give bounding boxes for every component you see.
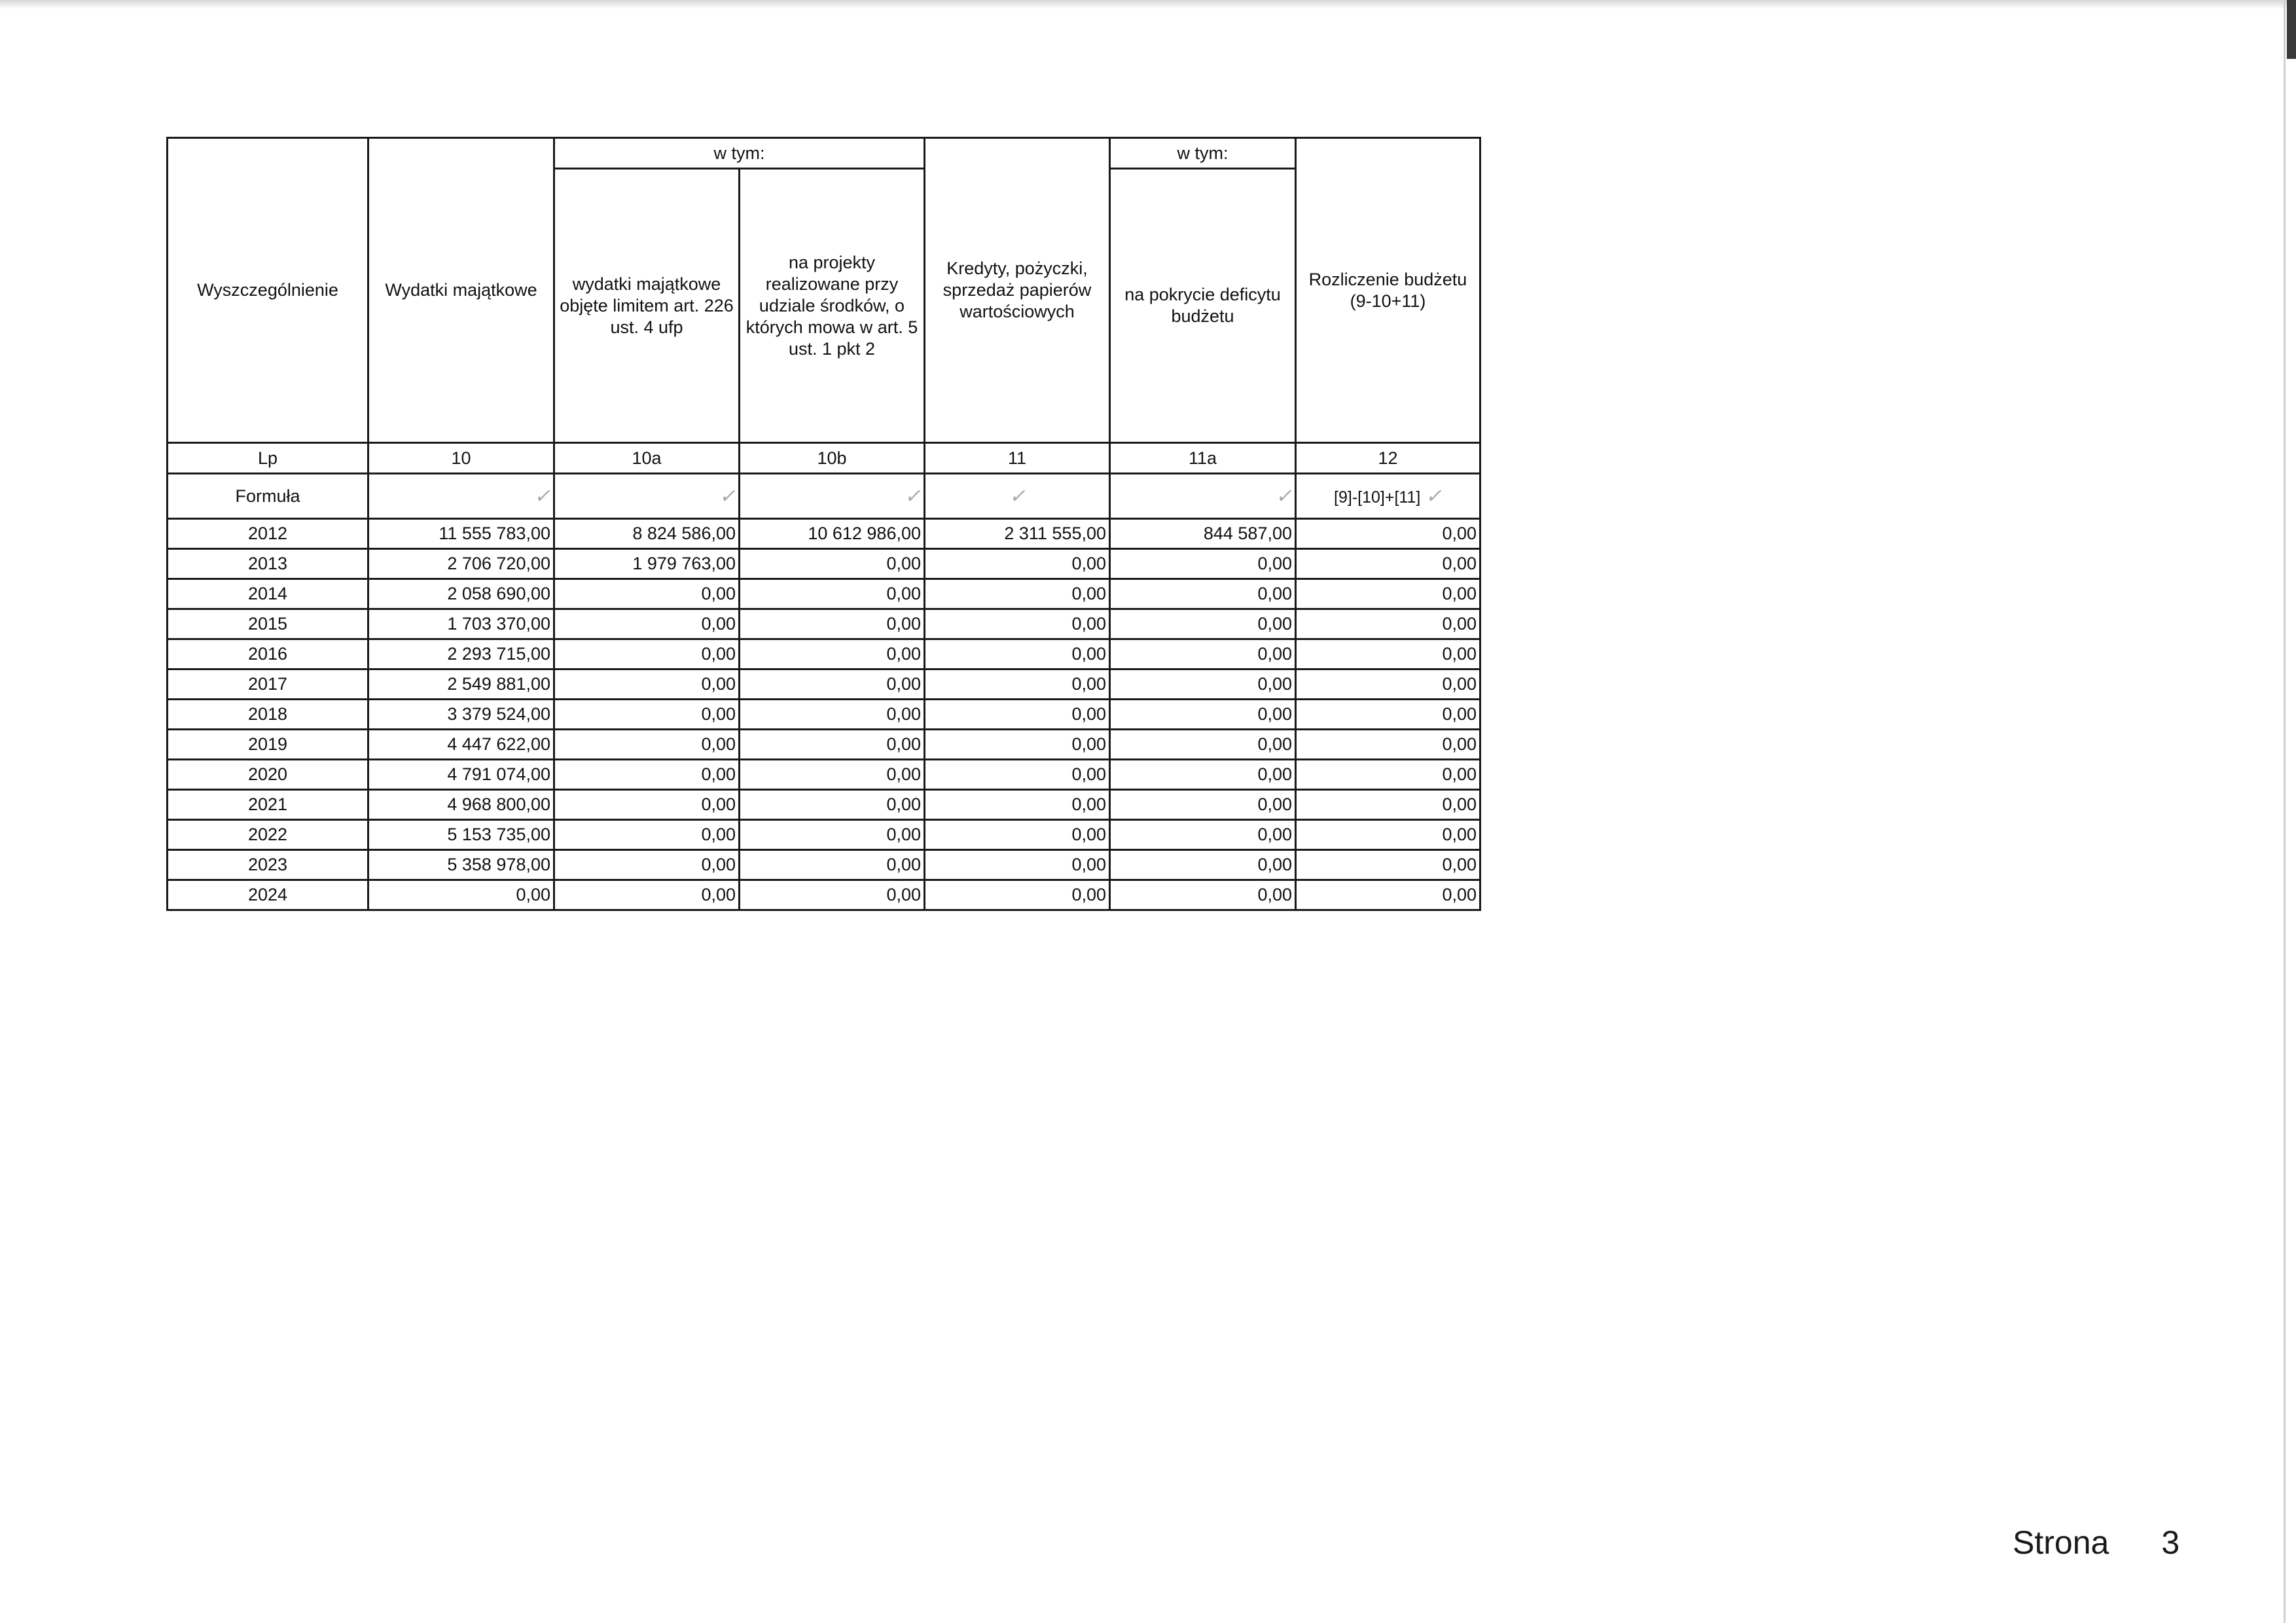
value-cell-10b: 0,00 xyxy=(740,850,925,880)
lp-cell: 11 xyxy=(925,443,1110,474)
table-row xyxy=(168,549,1480,579)
table-row xyxy=(168,639,1480,669)
table-body xyxy=(168,138,1480,910)
checkmark-icon: ✓ xyxy=(719,485,736,507)
value-cell-10: 5 153 735,00 xyxy=(368,820,554,850)
value-cell-11: 0,00 xyxy=(925,730,1110,760)
table-row xyxy=(168,820,1480,850)
year-cell: 2018 xyxy=(168,700,368,730)
value-cell-12: 0,00 xyxy=(1296,700,1480,730)
value-cell-10: 5 358 978,00 xyxy=(368,850,554,880)
value-cell-11: 0,00 xyxy=(925,880,1110,910)
value-cell-10a: 8 824 586,00 xyxy=(554,519,740,549)
header-wydatki-limit: wydatki majątkowe objęte limitem art. 226 ust. 4 ufp xyxy=(554,169,740,443)
header-group-w-tym-11: w tym: xyxy=(1110,138,1296,169)
value-cell-10b: 0,00 xyxy=(740,880,925,910)
year-cell: 2021 xyxy=(168,790,368,820)
value-cell-10b: 0,00 xyxy=(740,730,925,760)
year-cell: 2014 xyxy=(168,579,368,609)
header-kredyty: Kredyty, pożyczki, sprzedaż papierów wartościowych xyxy=(925,138,1110,443)
checkmark-icon: ✓ xyxy=(1425,485,1442,507)
formula-cell xyxy=(925,474,1110,519)
year-cell: 2024 xyxy=(168,880,368,910)
value-cell-12: 0,00 xyxy=(1296,820,1480,850)
scan-right-edge xyxy=(2287,0,2296,59)
value-cell-10: 2 058 690,00 xyxy=(368,579,554,609)
value-cell-10a: 0,00 xyxy=(554,669,740,700)
table-row xyxy=(168,579,1480,609)
value-cell-10a: 0,00 xyxy=(554,639,740,669)
value-cell-10b: 0,00 xyxy=(740,760,925,790)
formula-cell xyxy=(1110,474,1296,519)
value-cell-10a: 0,00 xyxy=(554,790,740,820)
year-cell: 2019 xyxy=(168,730,368,760)
year-cell: 2012 xyxy=(168,519,368,549)
value-cell-10a: 0,00 xyxy=(554,730,740,760)
table-row xyxy=(168,850,1480,880)
value-cell-10: 4 447 622,00 xyxy=(368,730,554,760)
year-cell: 2013 xyxy=(168,549,368,579)
page-label: Strona xyxy=(2013,1524,2109,1561)
value-cell-10: 1 703 370,00 xyxy=(368,609,554,639)
value-cell-12: 0,00 xyxy=(1296,609,1480,639)
table-row xyxy=(168,760,1480,790)
header-group-w-tym-10: w tym: xyxy=(554,138,925,169)
value-cell-11: 0,00 xyxy=(925,549,1110,579)
value-cell-10a: 0,00 xyxy=(554,760,740,790)
value-cell-12: 0,00 xyxy=(1296,760,1480,790)
lp-cell: 10a xyxy=(554,443,740,474)
formula-cell xyxy=(368,474,554,519)
table-row xyxy=(168,790,1480,820)
value-cell-12: 0,00 xyxy=(1296,669,1480,700)
formula-cell-col12 xyxy=(1296,474,1480,519)
value-cell-11a: 0,00 xyxy=(1110,700,1296,730)
page-footer xyxy=(2013,1524,2179,1561)
value-cell-11: 0,00 xyxy=(925,609,1110,639)
value-cell-11a: 0,00 xyxy=(1110,609,1296,639)
checkmark-icon: ✓ xyxy=(1275,485,1292,507)
year-cell: 2015 xyxy=(168,609,368,639)
value-cell-11: 0,00 xyxy=(925,669,1110,700)
value-cell-11a: 0,00 xyxy=(1110,579,1296,609)
value-cell-11: 0,00 xyxy=(925,639,1110,669)
value-cell-10a: 0,00 xyxy=(554,609,740,639)
checkmark-icon: ✓ xyxy=(1009,485,1026,507)
header-row-top xyxy=(168,138,1480,169)
value-cell-10b: 0,00 xyxy=(740,700,925,730)
table-row xyxy=(168,519,1480,549)
value-cell-10a: 0,00 xyxy=(554,880,740,910)
scan-top-edge xyxy=(0,0,2296,9)
value-cell-10b: 0,00 xyxy=(740,669,925,700)
formula-expression: [9]-[10]+[11] xyxy=(1334,488,1421,507)
value-cell-10b: 10 612 986,00 xyxy=(740,519,925,549)
year-cell: 2022 xyxy=(168,820,368,850)
table-row xyxy=(168,880,1480,910)
value-cell-11a: 0,00 xyxy=(1110,760,1296,790)
header-rozliczenie-budzetu: Rozliczenie budżetu (9-10+11) xyxy=(1296,138,1480,443)
year-cell: 2016 xyxy=(168,639,368,669)
value-cell-12: 0,00 xyxy=(1296,850,1480,880)
value-cell-11: 0,00 xyxy=(925,850,1110,880)
value-cell-11: 0,00 xyxy=(925,790,1110,820)
value-cell-11a: 0,00 xyxy=(1110,790,1296,820)
value-cell-11a: 0,00 xyxy=(1110,880,1296,910)
value-cell-11: 0,00 xyxy=(925,579,1110,609)
year-cell: 2020 xyxy=(168,760,368,790)
formula-row xyxy=(168,474,1480,519)
lp-cell: 11a xyxy=(1110,443,1296,474)
table-row xyxy=(168,730,1480,760)
year-cell: 2017 xyxy=(168,669,368,700)
value-cell-10b: 0,00 xyxy=(740,549,925,579)
lp-cell: Lp xyxy=(168,443,368,474)
value-cell-10a: 0,00 xyxy=(554,579,740,609)
value-cell-10: 3 379 524,00 xyxy=(368,700,554,730)
value-cell-10b: 0,00 xyxy=(740,579,925,609)
value-cell-12: 0,00 xyxy=(1296,790,1480,820)
value-cell-12: 0,00 xyxy=(1296,519,1480,549)
value-cell-10b: 0,00 xyxy=(740,820,925,850)
value-cell-12: 0,00 xyxy=(1296,579,1480,609)
value-cell-10: 11 555 783,00 xyxy=(368,519,554,549)
value-cell-10: 2 293 715,00 xyxy=(368,639,554,669)
value-cell-10: 2 549 881,00 xyxy=(368,669,554,700)
value-cell-11a: 0,00 xyxy=(1110,820,1296,850)
value-cell-12: 0,00 xyxy=(1296,880,1480,910)
year-cell: 2023 xyxy=(168,850,368,880)
value-cell-10: 4 791 074,00 xyxy=(368,760,554,790)
formula-label: Formuła xyxy=(168,474,368,519)
header-pokrycie-deficytu: na pokrycie deficytu budżetu xyxy=(1110,169,1296,443)
value-cell-10a: 0,00 xyxy=(554,850,740,880)
value-cell-11a: 0,00 xyxy=(1110,549,1296,579)
lp-cell: 10 xyxy=(368,443,554,474)
scan-right-line xyxy=(2284,0,2286,1623)
value-cell-10: 4 968 800,00 xyxy=(368,790,554,820)
value-cell-10b: 0,00 xyxy=(740,639,925,669)
lp-cell: 12 xyxy=(1296,443,1480,474)
value-cell-11a: 0,00 xyxy=(1110,639,1296,669)
formula-cell xyxy=(554,474,740,519)
page-number: 3 xyxy=(2161,1524,2180,1561)
value-cell-11: 0,00 xyxy=(925,700,1110,730)
value-cell-11a: 0,00 xyxy=(1110,730,1296,760)
value-cell-11: 2 311 555,00 xyxy=(925,519,1110,549)
value-cell-10a: 1 979 763,00 xyxy=(554,549,740,579)
value-cell-10a: 0,00 xyxy=(554,820,740,850)
table-row xyxy=(168,669,1480,700)
header-wyszczegolnienie: Wyszczególnienie xyxy=(168,138,368,443)
value-cell-11: 0,00 xyxy=(925,760,1110,790)
checkmark-icon: ✓ xyxy=(533,485,550,507)
value-cell-12: 0,00 xyxy=(1296,730,1480,760)
value-cell-10b: 0,00 xyxy=(740,790,925,820)
budget-table xyxy=(166,137,1481,911)
table-row xyxy=(168,700,1480,730)
value-cell-11a: 0,00 xyxy=(1110,669,1296,700)
value-cell-11a: 0,00 xyxy=(1110,850,1296,880)
formula-cell xyxy=(740,474,925,519)
value-cell-11: 0,00 xyxy=(925,820,1110,850)
checkmark-icon: ✓ xyxy=(904,485,921,507)
value-cell-11a: 844 587,00 xyxy=(1110,519,1296,549)
lp-cell: 10b xyxy=(740,443,925,474)
table-row xyxy=(168,609,1480,639)
value-cell-10: 2 706 720,00 xyxy=(368,549,554,579)
header-projekty: na projekty realizowane przy udziale środków, o których mowa w art. 5 ust. 1 pkt 2 xyxy=(740,169,925,443)
header-wydatki-majatkowe: Wydatki majątkowe xyxy=(368,138,554,443)
value-cell-10: 0,00 xyxy=(368,880,554,910)
value-cell-10a: 0,00 xyxy=(554,700,740,730)
value-cell-12: 0,00 xyxy=(1296,549,1480,579)
value-cell-12: 0,00 xyxy=(1296,639,1480,669)
value-cell-10b: 0,00 xyxy=(740,609,925,639)
lp-row xyxy=(168,443,1480,474)
